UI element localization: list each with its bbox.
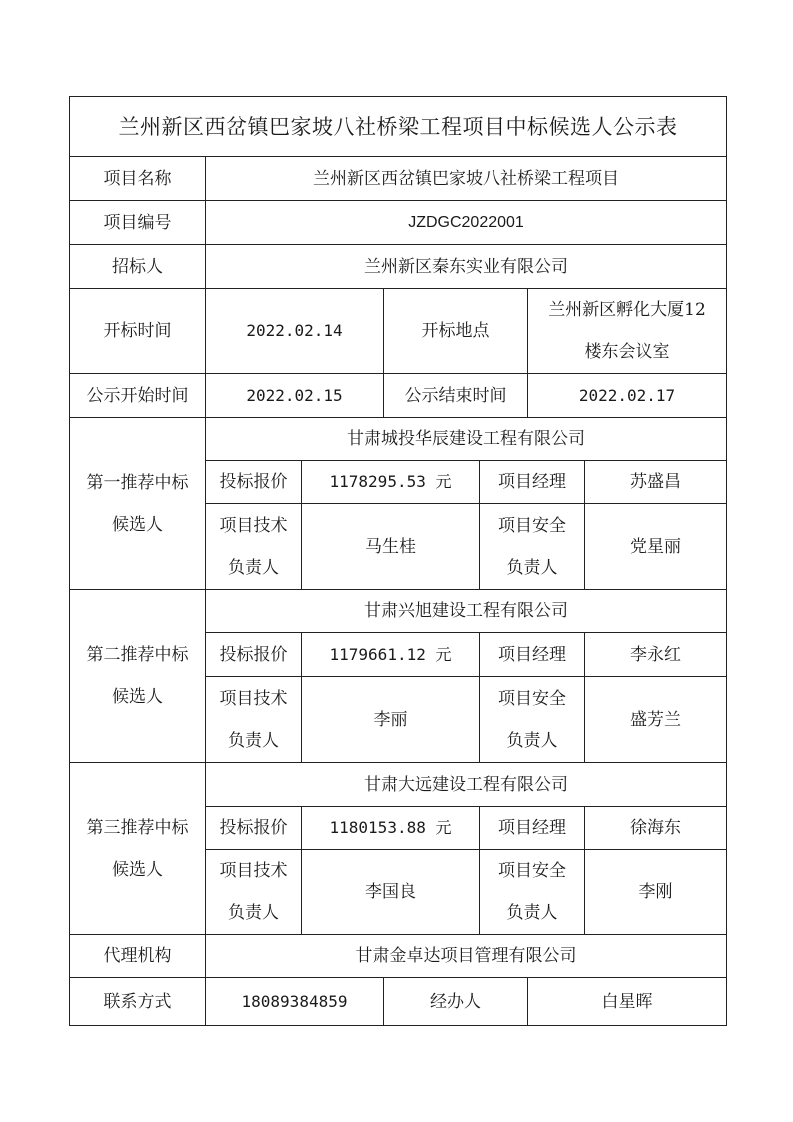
candidate-1-manager-label: 项目经理 bbox=[480, 461, 585, 504]
candidate-1-price: 1178295.53 元 bbox=[302, 461, 480, 504]
candidate-1-company: 甘肃城投华辰建设工程有限公司 bbox=[206, 418, 727, 461]
candidate-2-safety-label bbox=[480, 677, 585, 763]
project-code-value: JZDGC2022001 bbox=[206, 201, 727, 245]
bid-opening-place-label: 开标地点 bbox=[384, 289, 528, 374]
candidate-2-manager-label: 项目经理 bbox=[480, 633, 585, 677]
publicity-document bbox=[69, 96, 726, 1026]
candidate-1-tech-label bbox=[206, 504, 302, 590]
candidate-2-price-label: 投标报价 bbox=[206, 633, 302, 677]
candidate-3-rank-line2: 候选人 bbox=[112, 859, 163, 880]
handler-name: 白星晖 bbox=[528, 978, 727, 1026]
candidate-1-tech-lead: 马生桂 bbox=[302, 504, 480, 590]
contact-phone: 18089384859 bbox=[206, 978, 384, 1026]
tech-label-line1: 项目技术 bbox=[219, 515, 288, 536]
candidate-3-price-label: 投标报价 bbox=[206, 807, 302, 850]
contact-label: 联系方式 bbox=[70, 978, 206, 1026]
candidate-2-rank bbox=[70, 590, 206, 763]
candidate-1-safety-lead: 党星丽 bbox=[585, 504, 727, 590]
tech-label-line1: 项目技术 bbox=[219, 688, 288, 709]
candidate-2-rank-line1: 第二推荐中标 bbox=[86, 645, 189, 665]
page-title: 兰州新区西岔镇巴家坡八社桥梁工程项目中标候选人公示表 bbox=[70, 97, 727, 157]
handler-label: 经办人 bbox=[384, 978, 528, 1026]
bid-opening-time-label: 开标时间 bbox=[70, 289, 206, 374]
candidate-1-price-label: 投标报价 bbox=[206, 461, 302, 504]
candidate-3-manager: 徐海东 bbox=[585, 807, 727, 850]
candidate-3-safety-lead: 李刚 bbox=[585, 850, 727, 935]
candidate-2-rank-line2: 候选人 bbox=[112, 687, 163, 707]
project-code-label: 项目编号 bbox=[70, 201, 206, 245]
candidate-3-tech-lead: 李国良 bbox=[302, 850, 480, 935]
tech-label-line1: 项目技术 bbox=[219, 861, 288, 881]
candidate-2-tech-label bbox=[206, 677, 302, 763]
bid-opening-place-line2: 楼东会议室 bbox=[584, 342, 670, 362]
tech-label-line2: 负责人 bbox=[228, 730, 279, 751]
candidate-1-rank-line2: 候选人 bbox=[112, 514, 163, 535]
project-name-label: 项目名称 bbox=[70, 157, 206, 201]
safety-label-line1: 项目安全 bbox=[498, 861, 566, 881]
publicity-start-label: 公示开始时间 bbox=[70, 374, 206, 418]
publicity-table bbox=[69, 96, 727, 1026]
safety-label-line2: 负责人 bbox=[506, 557, 558, 578]
candidate-3-tech-label bbox=[206, 850, 302, 935]
bid-opening-place-value bbox=[528, 289, 727, 374]
candidate-2-price: 1179661.12 元 bbox=[302, 633, 480, 677]
bid-opening-place-line1: 兰州新区孵化大厦12 bbox=[548, 300, 706, 320]
publicity-end-value: 2022.02.17 bbox=[528, 374, 727, 418]
candidate-3-safety-label bbox=[480, 850, 585, 935]
candidate-1-safety-label bbox=[480, 504, 585, 590]
candidate-3-manager-label: 项目经理 bbox=[480, 807, 585, 850]
tech-label-line2: 负责人 bbox=[228, 557, 279, 578]
safety-label-line1: 项目安全 bbox=[498, 688, 566, 709]
candidate-2-tech-lead: 李丽 bbox=[302, 677, 480, 763]
tenderer-label: 招标人 bbox=[70, 245, 206, 289]
publicity-end-label: 公示结束时间 bbox=[384, 374, 528, 418]
tech-label-line2: 负责人 bbox=[228, 903, 279, 923]
safety-label-line2: 负责人 bbox=[506, 903, 558, 923]
candidate-3-price: 1180153.88 元 bbox=[302, 807, 480, 850]
safety-label-line2: 负责人 bbox=[506, 730, 558, 751]
candidate-3-rank bbox=[70, 763, 206, 935]
candidate-2-manager: 李永红 bbox=[585, 633, 727, 677]
agency-label: 代理机构 bbox=[70, 935, 206, 978]
candidate-2-safety-lead: 盛芳兰 bbox=[585, 677, 727, 763]
safety-label-line1: 项目安全 bbox=[498, 515, 566, 536]
publicity-start-value: 2022.02.15 bbox=[206, 374, 384, 418]
candidate-1-manager: 苏盛昌 bbox=[585, 461, 727, 504]
candidate-2-company: 甘肃兴旭建设工程有限公司 bbox=[206, 590, 727, 633]
tenderer-value: 兰州新区秦东实业有限公司 bbox=[206, 245, 727, 289]
bid-opening-time-value: 2022.02.14 bbox=[206, 289, 384, 374]
candidate-3-rank-line1: 第三推荐中标 bbox=[86, 817, 189, 838]
candidate-3-company: 甘肃大远建设工程有限公司 bbox=[206, 763, 727, 807]
project-name-value: 兰州新区西岔镇巴家坡八社桥梁工程项目 bbox=[206, 157, 727, 201]
candidate-1-rank-line1: 第一推荐中标 bbox=[86, 472, 189, 493]
candidate-1-rank bbox=[70, 418, 206, 590]
agency-value: 甘肃金卓达项目管理有限公司 bbox=[206, 935, 727, 978]
